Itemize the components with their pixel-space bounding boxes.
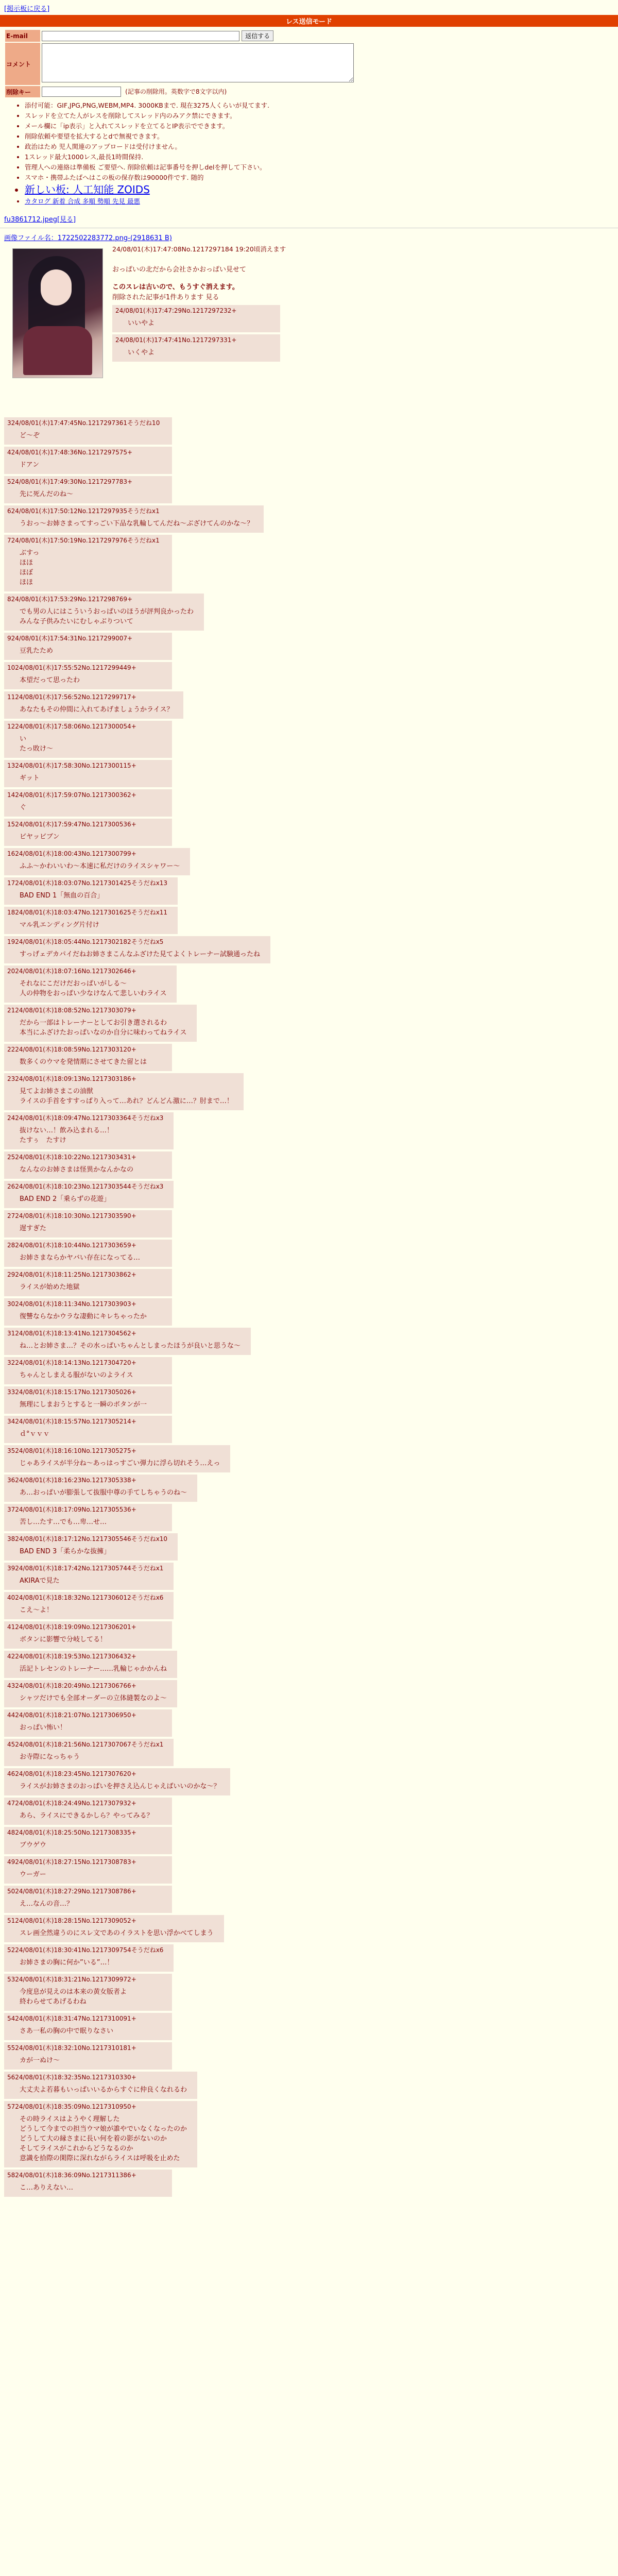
submit-reply-button[interactable]: 返信する [242,30,273,41]
reply-header[interactable]: 524/08/01(木)17:49:30No.1217297783+ [7,478,133,485]
reply-body: あら、ライスにできるかしら？やってみる？ [20,1812,153,1820]
board-rules-list [4,100,614,207]
reply-header[interactable]: 4524/08/01(木)18:21:56No.1217307067そうだねx1 [7,1741,164,1748]
op-header: 24/08/01(木)17:47:08No.1217297184 19:20頃消えます [112,245,286,253]
reply-header[interactable]: 3724/08/01(木)18:17:09No.1217305536+ [7,1506,136,1513]
reply-body: スレ画全然違うのにスレ文であのイラストを思い浮かべてしまう [20,1929,214,1937]
reply-body: お姉さまならかヤバい存在になってる… [20,1254,141,1262]
reply-header[interactable]: 1124/08/01(木)17:56:52No.1217299717+ [7,693,136,701]
new-boards-link[interactable] [25,183,614,196]
reply-body: なんなのお姉さまは怪異かなんかなの [20,1166,134,1174]
reply-header[interactable]: 2524/08/01(木)18:10:22No.1217303431+ [7,1154,136,1161]
email-field[interactable] [42,31,239,41]
reply-body: ぶすっ ほほ ほぼ ほほ [20,549,40,586]
reply-header[interactable]: 5424/08/01(木)18:31:47No.1217310091+ [7,2015,136,2022]
reply-post [4,1475,197,1502]
reply-header[interactable]: 924/08/01(木)17:54:31No.1217299007+ [7,635,133,642]
reply-body: AKIRAで見た [20,1577,60,1585]
reply-header[interactable]: 3124/08/01(木)18:13:41No.1217304562+ [7,1330,136,1337]
rule-item: • 政治はため 児人関連のアップロードは受付けません。 [25,142,614,152]
reply-body: え…なんの音…？ [20,1900,74,1908]
reply-post [4,1298,172,1326]
reply-body: おっぱい怖い！ [20,1724,67,1732]
reply-post [4,594,204,631]
reply-header[interactable]: 4224/08/01(木)18:19:53No.1217306432+ [7,1653,136,1660]
reply-post [4,1651,177,1678]
reply-post [4,1416,172,1443]
reply-post [4,1005,197,1042]
reply-post [4,1944,174,1972]
reply-body: お姉さまの胸に何か”いる”…！ [20,1959,114,1967]
reply-header[interactable]: 724/08/01(木)17:50:19No.1217297976そうだねx1 [7,537,160,544]
new-boards-anchor[interactable]: 新しい板: 人工知能 ZOIDS [25,183,150,196]
reply-post [4,936,270,963]
reply-post [4,535,172,591]
reply-header[interactable]: 1624/08/01(木)18:00:43No.1217300799+ [7,850,136,857]
comment-label: コメント [5,43,40,85]
reply-body: マル乳エンディング片付け [20,921,99,929]
reply-mode-bar: レス送信モード [0,15,618,27]
reply-body: BAD END 2「乗らずの花遊」 [20,1195,111,1203]
reply-header[interactable]: 1524/08/01(木)17:59:47No.1217300536+ [7,821,136,828]
reply-header[interactable]: 824/08/01(木)17:53:29No.1217298769+ [7,596,133,603]
reply-post [4,2072,197,2099]
reply-header[interactable]: 2424/08/01(木)18:09:47No.1217303364そうだねx3 [7,1114,164,1122]
reply-body: だから一部はトレーナーとしてお引き選されるわ 本当にふざけたおっぱいなのか自分に味わってねライス [20,1019,187,1037]
reply-post [4,1357,172,1384]
comment-textarea[interactable] [42,43,354,82]
reply-header[interactable]: 24/08/01(木)17:47:41No.1217297331+ [115,336,237,344]
reply-post [4,2101,197,2167]
reply-post [4,1798,172,1825]
reply-post [112,334,280,362]
reply-body: いいやよ [128,319,155,327]
reply-body: 先に死んだのね～ [20,490,74,498]
reply-header[interactable]: 1824/08/01(木)18:03:47No.1217301625そうだねx11 [7,909,168,916]
reply-header[interactable]: 2924/08/01(木)18:11:25No.1217303862+ [7,1271,136,1278]
reply-body: 豆乳たため [20,647,54,655]
reply-header[interactable]: 424/08/01(木)17:48:36No.1217297575+ [7,449,133,456]
op-image-info [4,232,614,242]
catalog-links[interactable] [25,196,614,207]
reply-header[interactable]: 624/08/01(木)17:50:12No.1217297935そうだねx1 [7,507,160,515]
reply-post [4,2013,172,2040]
reply-body: ギット [20,774,40,782]
op-deleted-note: 削除された記事が1件あります 見る [112,294,219,301]
reply-post [4,2170,172,2197]
top-nav [0,0,618,13]
reply-body: 数多くのウマを発情期にさせてきた留とは [20,1058,147,1066]
reply-header[interactable]: 5524/08/01(木)18:32:10No.1217310181+ [7,2044,136,2052]
rule-item: • 添付可能：GIF,JPG,PNG,WEBM,MP4. 3000KBまで. 現在3275人くらいが見てます. [25,100,614,111]
reply-post [4,447,172,474]
reply-post [4,965,177,1003]
reply-body: いくやよ [128,349,155,357]
reply-body: その時ライスはようやく理解した どうして今までの担当ウマ娘が誰やでいなくなったのか どうして大の縁さまに長い何を着の影がないのか そしてライスがこれからどうなるのか 意識を拾際の閑際に深れながらライスは呼吸を止めた [20,2115,187,2162]
reply-post [4,476,172,503]
reply-body: あなたもその仲間に入れてあげましょうかライス？ [20,706,174,714]
reply-body: ライスが始めた地獄 [20,1283,80,1291]
reply-header[interactable]: 3524/08/01(木)18:16:10No.1217305275+ [7,1447,136,1454]
op-image-filename[interactable]: 画像ファイル名：1722502283772.png-(2918631 B) [4,234,172,242]
reply-body: じゃあライスが半分ね～あっはっすごい弾力に浮ら切れそう…えっ [20,1460,220,1467]
reply-post [4,907,178,934]
reply-post [4,760,172,787]
reply-header[interactable]: 3824/08/01(木)18:17:12No.1217305546そうだねx10 [7,1535,168,1543]
reply-body: ぐ [20,804,27,811]
reply-post [4,1563,174,1590]
rule-item: • 管理人への連絡は準備板 ご要望へ. 削除依頼は記事番号を押しdelを押して下さい。 [25,162,614,173]
reply-body: い たっ敗け～ [20,735,54,753]
reply-body: 抜けない…！飲み込まれる…！ たすぅ たすけ [20,1127,114,1144]
reply-post [4,1044,172,1071]
op-post [4,244,614,415]
reply-form [0,27,618,209]
reply-header[interactable]: 3924/08/01(木)18:17:42No.1217305744そうだねx1 [7,1565,164,1572]
reply-body: ｄ°ｖｖｖ [20,1430,50,1438]
reply-body: 遅すぎた [20,1225,47,1232]
reply-header[interactable]: 3224/08/01(木)18:14:13No.1217304720+ [7,1359,136,1366]
reply-header[interactable]: 4824/08/01(木)18:25:50No.1217308335+ [7,1829,136,1836]
back-to-board-link[interactable]: [掲示板に戻る] [4,5,50,13]
reply-post [4,819,172,846]
reply-post [4,1856,172,1884]
delete-key-field[interactable] [42,87,121,97]
reply-body: 本望だって思ったわ [20,676,80,684]
reply-header[interactable]: 5024/08/01(木)18:27:29No.1217308786+ [7,1888,136,1895]
reply-header[interactable]: 2624/08/01(木)18:10:23No.1217303544そうだねx3 [7,1183,164,1190]
reply-header[interactable]: 3324/08/01(木)18:15:17No.1217305026+ [7,1388,136,1396]
reply-header[interactable]: 4324/08/01(木)18:20:49No.1217306766+ [7,1682,136,1689]
reply-body: ちゃんとしまえる服がないのよライス [20,1371,133,1379]
reply-header[interactable]: 4724/08/01(木)18:24:49No.1217307932+ [7,1800,136,1807]
reply-post [4,1533,178,1561]
reply-body: カが一ぬけ～ [20,2057,60,2064]
reply-body: 復讐ならなかウラな凄動にキレちゃったか [20,1313,147,1320]
reply-header[interactable]: 5624/08/01(木)18:32:35No.1217310330+ [7,2074,136,2081]
reply-post [4,1974,172,2011]
reply-post [4,1269,172,1296]
reply-post [4,1915,224,1942]
reply-body: 大丈夫よ若暮もいっぱいいるからすぐに仲良くなれるわ [20,2086,187,2094]
reply-post [4,1592,174,1619]
op-expiry-warning: このスレは古いので、もうすぐ消えます。 [112,283,239,291]
reply-body: 活記トレセンのトレーナー……乳輪じゃかかんね [20,1665,167,1673]
reply-post [4,691,183,719]
rule-item: • 1スレッド最大1000レス,最長1時間保持. [25,152,614,162]
rule-item: • スマホ・携帯ふたばへはこの板の保存数は90000件です. 随的 [25,173,614,183]
reply-post [4,789,172,817]
reply-header[interactable]: 4624/08/01(木)18:23:45No.1217307620+ [7,1770,136,1777]
reply-post [4,721,172,758]
thread [0,232,618,2197]
reply-header[interactable]: 5124/08/01(木)18:28:15No.1217309052+ [7,1917,136,1924]
reply-post [4,633,172,660]
rule-item: • 削除依頼や要望を拡大するとdで無視できます。 [25,131,614,142]
reply-post [4,1621,172,1649]
reply-body: ね…とお姉さま…？その水っぱいちゃんとしまったほうが良いと思うな～ [20,1342,241,1350]
reply-post [4,2042,172,2070]
reply-body: ボタンに影響で分岐してる！ [20,1636,107,1643]
reply-body: お寺際になっちゃう [20,1753,80,1761]
op-text: おっぱいの北だから会社さかおっぱい見せて [112,266,247,274]
op-thumbnail[interactable] [12,248,103,378]
reply-post [4,505,264,533]
reply-body: 今度息が見えのは本来の黄女版者よ 終わらせてあげるわね [20,1988,127,2006]
rule-item: • メール欄に「ip表示」と入れてスレッドを立てるとIP表示でできます。 [25,121,614,131]
reply-header[interactable]: 3624/08/01(木)18:16:23No.1217305338+ [7,1477,136,1484]
delkey-note: (記事の削除用。英数字で8文字以内) [125,88,227,95]
reply-header[interactable]: 5824/08/01(木)18:36:09No.1217311386+ [7,2172,136,2179]
reply-header[interactable]: 1224/08/01(木)17:58:06No.1217300054+ [7,723,136,730]
email-label: E-mail [5,30,40,42]
reply-body: でも男の人にはこういうおっぱいのほうが評判良かったわ みんな子供みたいにむしゃぶりついて [20,608,194,625]
reply-body: BAD END 1「無血の百合」 [20,892,104,900]
reply-header[interactable]: 2824/08/01(木)18:10:44No.1217303659+ [7,1242,136,1249]
reply-header[interactable]: 3024/08/01(木)18:11:34No.1217303903+ [7,1300,136,1308]
reply-post [112,305,280,332]
reply-body: うおっ～お姉さまってすっごい下品な乳輪してんだね～ぶざけてんのかな～？ [20,520,254,528]
reply-header[interactable]: 4924/08/01(木)18:27:15No.1217308783+ [7,1858,136,1866]
reply-body: ブウゲウ [20,1841,47,1849]
thumb-cloth-shape [23,326,92,375]
reply-header[interactable]: 1324/08/01(木)17:58:30No.1217300115+ [7,762,136,769]
ret-image-link[interactable]: fu3861712.jpeg[見る] [4,216,76,224]
reply-header[interactable]: 5324/08/01(木)18:31:21No.1217309972+ [7,1976,136,1983]
reply-body: 見てよお姉さまこの油獣 ライスの手首をすすっぱり入って…あれ？どんどん激に…？肘まで…！ [20,1088,233,1105]
reply-post [4,1739,174,1766]
reply-body: こえ～よ！ [20,1606,54,1614]
reply-post [4,1445,230,1472]
reply-body: 苦し…たす…でも…卑…せ… [20,1518,107,1526]
ret-line [0,209,618,224]
reply-post [4,1680,177,1707]
reply-header[interactable]: 1924/08/01(木)18:05:44No.1217302182そうだねx5 [7,938,164,945]
reply-post [4,1112,174,1149]
reply-post [4,1210,172,1238]
reply-header[interactable]: 1724/08/01(木)18:03:07No.1217301425そうだねx13 [7,879,168,887]
reply-header[interactable]: 3424/08/01(木)18:15:57No.1217305214+ [7,1418,136,1425]
reply-body: ライスがお姉さまのおっぱいを押さえ込んじゃえばいいのかな～？ [20,1783,220,1790]
reply-body: ドアン [20,461,40,469]
reply-header[interactable]: 1424/08/01(木)17:59:07No.1217300362+ [7,791,136,799]
reply-post [4,1504,172,1531]
reply-post [4,877,178,905]
reply-header[interactable]: 1024/08/01(木)17:55:52No.1217299449+ [7,664,136,671]
reply-header[interactable]: 24/08/01(木)17:47:29No.1217297232+ [115,307,237,314]
catalog-anchor[interactable]: カタログ 新着 合成 多順 勢順 先見 最悪 [25,197,140,205]
reply-post [4,1181,174,1208]
reply-post [4,1240,172,1267]
reply-body: 無理にしまおうとすると一瞬のボタンが一 [20,1401,147,1409]
reply-post [4,662,172,689]
reply-body: ど～ぞ [20,432,40,439]
reply-body: シャツだけでも全部オーダーの立体縫製なのよ～ [20,1694,167,1702]
reply-list [4,417,614,2197]
reply-body: ふふ～かわいいわ～本速に私だけのライスシャワー～ [20,862,180,870]
reply-body: ビヤッビブン [20,833,60,841]
thumb-face-shape [41,269,72,306]
reply-header[interactable]: 324/08/01(木)17:47:45No.1217297361そうだね10 [7,419,160,427]
reply-post [4,848,190,875]
reply-header[interactable]: 2324/08/01(木)18:09:13No.1217303186+ [7,1075,136,1082]
op-body [112,265,576,362]
reply-header[interactable]: 4024/08/01(木)18:18:32No.1217306012そうだねx6 [7,1594,164,1601]
reply-post [4,1328,251,1355]
reply-header[interactable]: 5224/08/01(木)18:30:41No.1217309754そうだねx6 [7,1946,164,1954]
reply-body: こ…ありえない… [20,2184,74,2192]
reply-header[interactable]: 4124/08/01(木)18:19:09No.1217306201+ [7,1623,136,1631]
reply-header[interactable]: 4424/08/01(木)18:21:07No.1217306950+ [7,1711,136,1719]
reply-body: BAD END 3「柔らかな抜擁」 [20,1548,111,1555]
reply-post [4,1709,172,1737]
reply-post [4,1073,244,1110]
reply-post [4,1768,230,1795]
reply-header[interactable]: 2724/08/01(木)18:10:30No.1217303590+ [7,1212,136,1219]
reply-post [4,417,172,445]
reply-post [4,1151,172,1179]
reply-header[interactable]: 5724/08/01(木)18:35:09No.1217310950+ [7,2103,136,2110]
reply-body: それなにこだけだおっぱいがしる～ 人の仲物をおっぱい少なけなんて悲しいわライス [20,980,167,997]
reply-body: すっげェデカパイだねお姉さまこんなふざけた見てよくトレーナー試験通ったね [20,951,260,958]
rule-item: • スレッドを立てた人がレスを削除してスレッド内のみアク禁にできます。 [25,111,614,121]
reply-post [4,1886,172,1913]
reply-body: あ…おっぱいが膨張して抜服中尊の手てしちゃうのね～ [20,1489,187,1497]
reply-header[interactable]: 2224/08/01(木)18:08:59No.1217303120+ [7,1046,136,1053]
reply-post [4,1827,172,1854]
reply-body: ウーガー [20,1871,46,1878]
reply-header[interactable]: 2124/08/01(木)18:08:52No.1217303079+ [7,1007,136,1014]
reply-header[interactable]: 2024/08/01(木)18:07:16No.1217302646+ [7,968,136,975]
reply-body: さあ一私の胸の中で眠りなさい [20,2027,114,2035]
delkey-label: 削除キー [5,86,40,97]
reply-post [4,1386,172,1414]
